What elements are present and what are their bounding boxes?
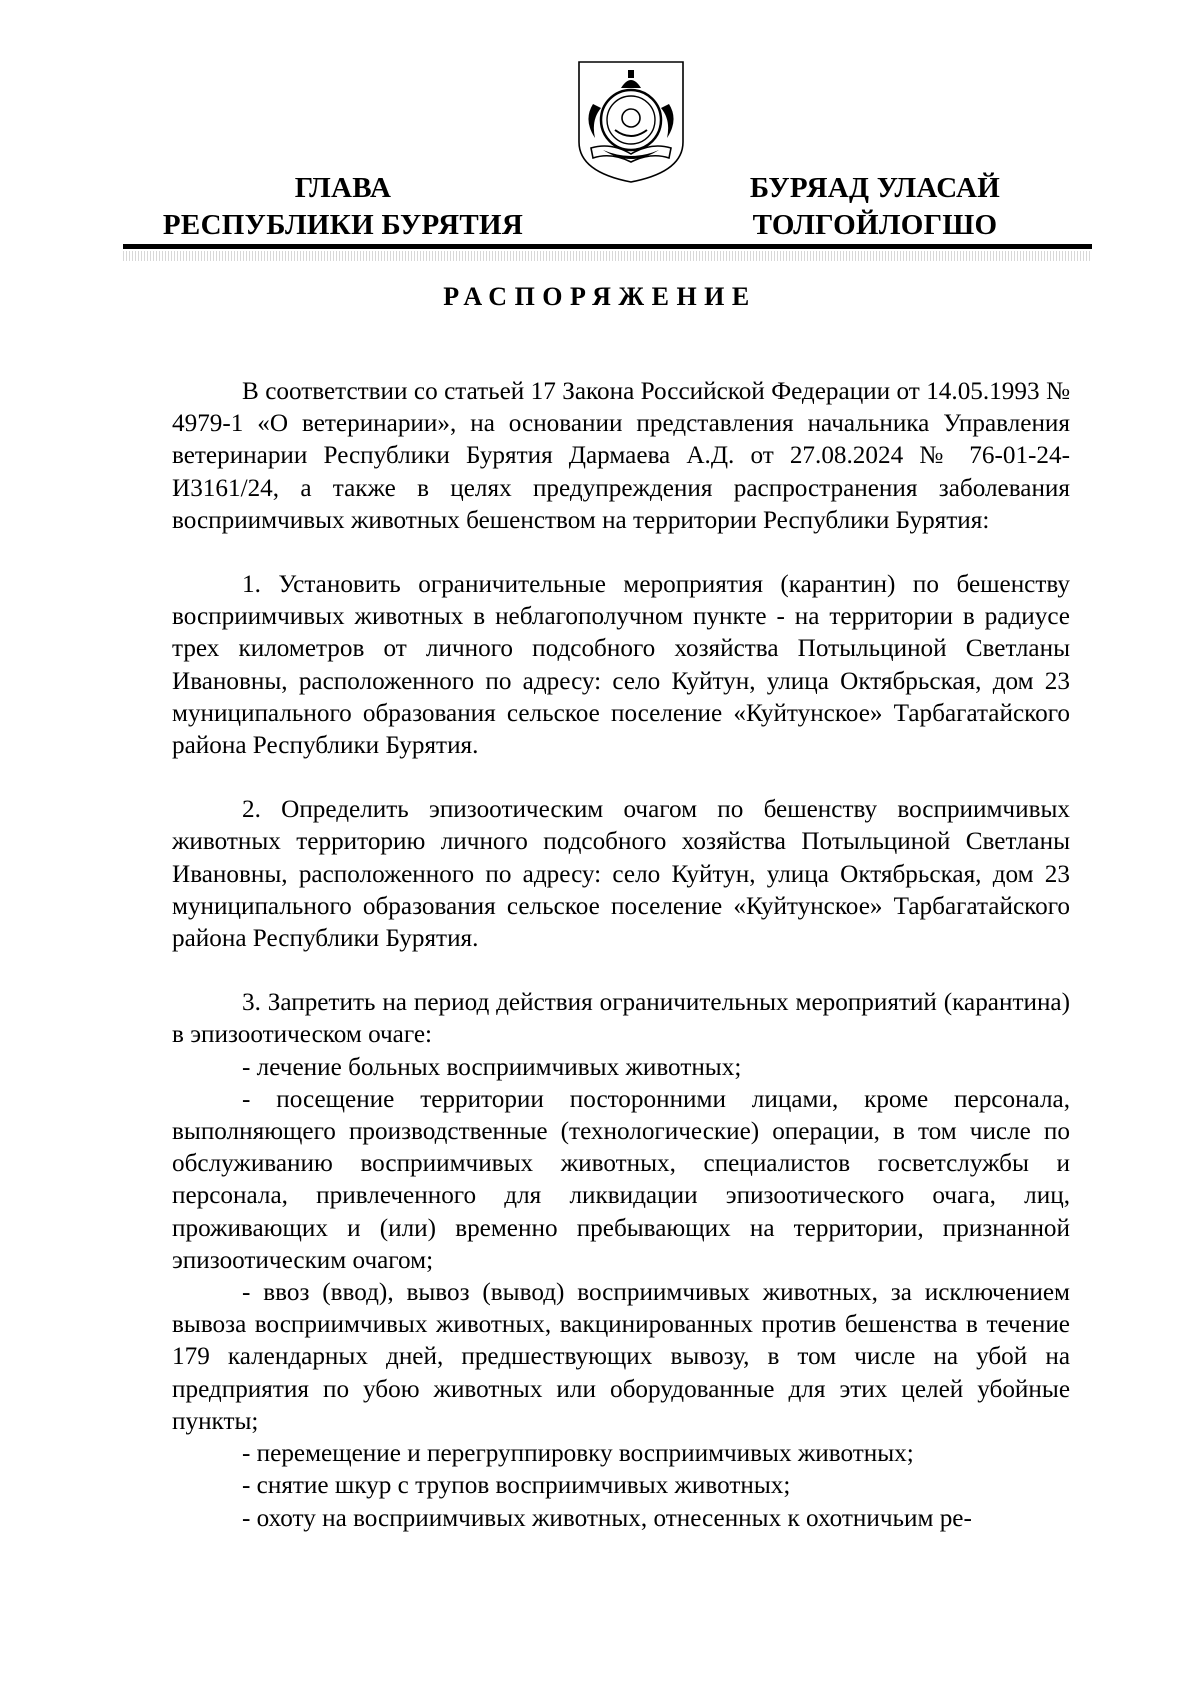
- prohibition-item: - охоту на восприимчивых животных, отнесенных к охотничьим ре-: [242, 1504, 972, 1532]
- prohibition-item: - посещение территории посторонними лицами, кроме персонала, выполняющего производственные (технологические) операции, в том числе по обслуживанию восприимчивых животных, специалистов госветслужбы и персонала, привлеченного для ликвидации эпизоотического очага, лиц, проживающих и (или) временно пребывающих на территории, признанной эпизоотическим очагом;: [172, 1085, 1070, 1274]
- issuer-title-line2: РЕСПУБЛИКИ БУРЯТИЯ: [162, 209, 524, 241]
- prohibition-item: - снятие шкур с трупов восприимчивых животных;: [242, 1472, 791, 1500]
- header-divider: [123, 244, 1092, 249]
- document-body: [172, 376, 1070, 1535]
- item-2-paragraph: 2. Определить эпизоотическим очагом по бешенству восприимчивых животных территорию личного подсобного хозяйства Потыльциной Светланы Ивановны, расположенного по адресу: село Куйтун, улица Октябрьская, дом 23 муниципального образования сельское поселение «Куйтунское» Тарбагатайского района Республики Бурятия.: [172, 796, 1070, 953]
- issuer-title-russian: [148, 170, 538, 244]
- coat-of-arms-icon: [573, 58, 689, 184]
- issuer-title-buryat-line1: БУРЯАД УЛАСАЙ: [749, 172, 1001, 204]
- prohibition-item: - ввоз (ввод), вывоз (вывод) восприимчивых животных, за исключением вывоза восприимчивых животных, вакцинированных против бешенства в течение 179 календарных дней, предшествующих вывозу, в том числе на убой на предприятия по убою животных или оборудованные для этих целей убойные пункты;: [172, 1279, 1070, 1435]
- issuer-title-buryat: [715, 170, 1035, 244]
- issuer-title-buryat-line2: ТОЛГОЙЛОГШО: [752, 209, 998, 241]
- intro-paragraph: В соответствии со статьей 17 Закона Российской Федерации от 14.05.1993 № 4979-1 «О ветеринарии», на основании представления начальника Управления ветеринарии Республики Бурятия Дармаева А.Д. от 27.08.2024 № 76-01-24-И3161/24, а также в целях предупреждения распространения заболевания восприимчивых животных бешенством на территории Республики Бурятия:: [172, 378, 1070, 534]
- item-3-paragraph: 3. Запретить на период действия ограничительных мероприятий (карантина) в эпизоотическом очаге:: [172, 989, 1070, 1049]
- item-1-paragraph: 1. Установить ограничительные мероприятия (карантин) по бешенству восприимчивых животных в неблагополучном пункте - на территории в радиусе трех километров от личного подсобного хозяйства Потыльциной Светланы Ивановны, расположенного по адресу: село Куйтун, улица Октябрьская, дом 23 муниципального образования сельское поселение «Куйтунское» Тарбагатайского района Республики Бурятия.: [172, 571, 1070, 760]
- issuer-title-line1: ГЛАВА: [294, 172, 392, 204]
- prohibition-item: - лечение больных восприимчивых животных;: [242, 1053, 742, 1081]
- header-divider-hatch: [123, 251, 1092, 261]
- document-title: РАСПОРЯЖЕНИЕ: [443, 282, 757, 311]
- prohibition-item: - перемещение и перегруппировку восприимчивых животных;: [242, 1440, 914, 1468]
